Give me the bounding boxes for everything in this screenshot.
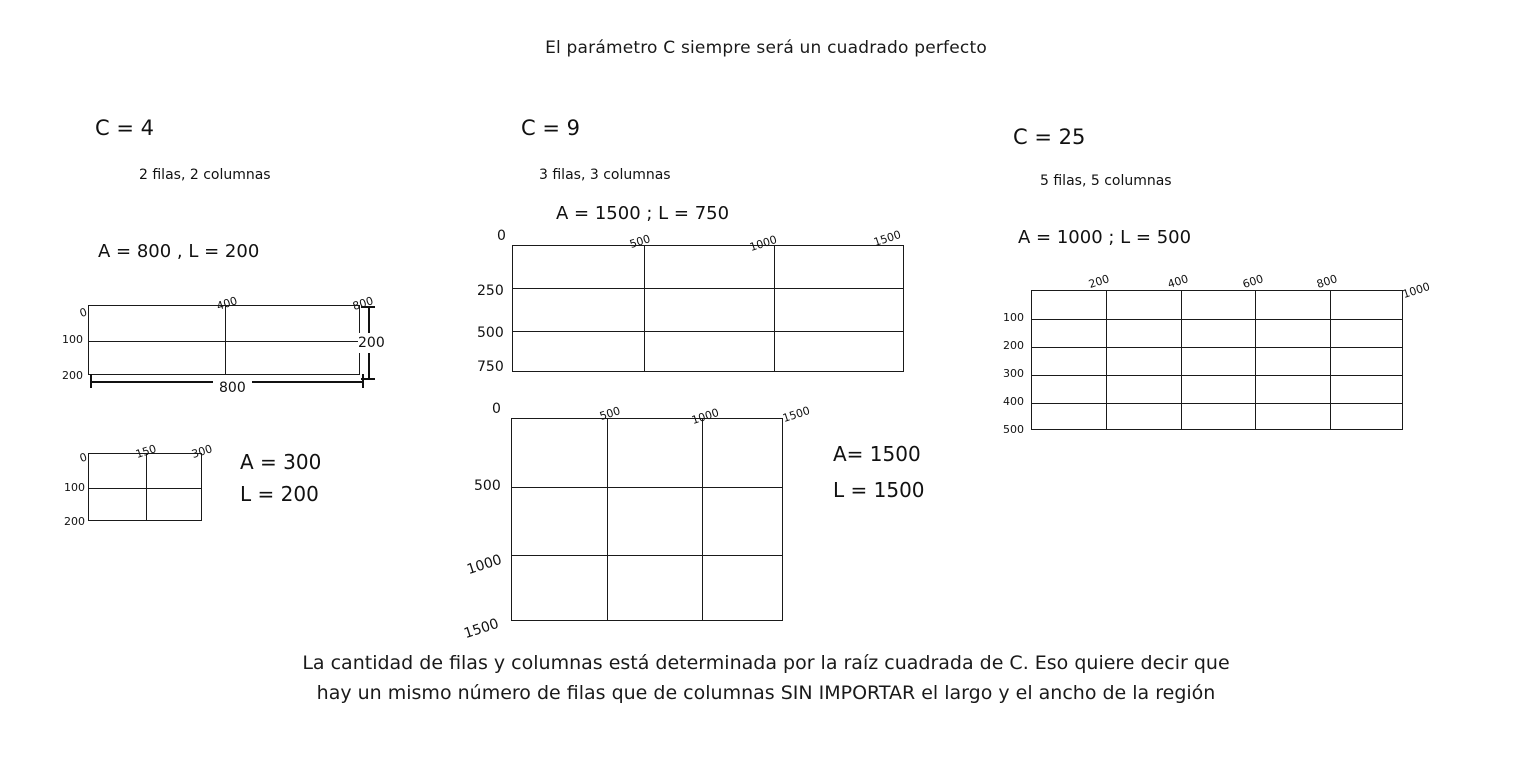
example-3-fig-1-left-tick-0: 100 xyxy=(1003,311,1024,324)
example-3-c-label: C = 25 xyxy=(1013,125,1086,149)
example-1-fig-2-top-tick-0: 0 xyxy=(77,450,89,465)
example-1-fig-2-left-tick-0: 100 xyxy=(64,481,85,494)
example-2-fig-2-left-tick-0: 500 xyxy=(474,478,501,494)
example-1-height-label: 200 xyxy=(358,335,385,351)
example-3-fig-1-left-tick-3: 400 xyxy=(1003,395,1024,408)
grid-line-horizontal xyxy=(513,288,903,289)
example-3-fig-1-left-tick-1: 200 xyxy=(1003,339,1024,352)
example-2-c-label: C = 9 xyxy=(521,116,580,140)
example-3-fig-1-top-tick-1: 400 xyxy=(1165,272,1190,291)
grid-line-vertical xyxy=(607,419,608,620)
grid-line-vertical xyxy=(1330,291,1331,429)
example-3-fig-1-top-tick-2: 600 xyxy=(1240,272,1265,291)
example-1-width-label: 800 xyxy=(213,380,252,396)
example-2-fig-1-left-tick-0: 250 xyxy=(477,283,504,299)
example-3-rows-cols: 5 filas, 5 columnas xyxy=(1040,173,1172,189)
example-2-rows-cols: 3 filas, 3 columnas xyxy=(539,167,671,183)
example-1-fig-2-grid xyxy=(88,453,202,521)
measure-cap xyxy=(362,374,364,388)
grid-line-vertical xyxy=(1181,291,1182,429)
example-2-fig-1-al-label: A = 1500 ; L = 750 xyxy=(556,203,730,224)
page-title: El parámetro C siempre será un cuadrado perfecto xyxy=(545,38,987,58)
example-1-fig-1-left-tick-0: 100 xyxy=(62,333,83,346)
example-1-fig-2-a-label: A = 300 xyxy=(240,450,322,474)
example-1-fig-2-l-label: L = 200 xyxy=(240,482,319,506)
example-1-fig-1-top-tick-1: 400 xyxy=(214,294,239,313)
example-1-fig-1-top-tick-0: 0 xyxy=(77,305,89,320)
measure-cap xyxy=(361,306,375,308)
grid-line-horizontal xyxy=(512,555,782,556)
example-2-fig-2-left-tick-1: 1000 xyxy=(465,551,504,578)
example-1-fig-2-top-tick-2: 300 xyxy=(189,442,214,461)
example-2-fig-1-top-tick-0: 0 xyxy=(497,228,506,244)
grid-line-horizontal xyxy=(89,341,359,342)
example-2-fig-1-top-tick-1: 500 xyxy=(627,232,652,251)
grid-line-vertical xyxy=(225,306,226,374)
example-2-fig-2-top-tick-0: 0 xyxy=(492,401,501,417)
example-1-c-label: C = 4 xyxy=(95,116,154,140)
example-3-fig-1-al-label: A = 1000 ; L = 500 xyxy=(1018,227,1192,248)
example-3-fig-1-top-tick-0: 200 xyxy=(1086,272,1111,291)
example-2-fig-2-a-label: A= 1500 xyxy=(833,442,921,466)
caption-line-2: hay un mismo número de filas que de columnas SIN IMPORTAR el largo y el ancho de la región xyxy=(316,682,1216,704)
grid-line-vertical xyxy=(1255,291,1256,429)
example-1-fig-1-grid xyxy=(88,305,360,375)
example-3-fig-1-top-tick-4: 1000 xyxy=(1400,279,1432,301)
grid-line-vertical xyxy=(702,419,703,620)
example-3-fig-1-top-tick-3: 800 xyxy=(1314,272,1339,291)
example-2-fig-2-grid xyxy=(511,418,783,621)
example-3-fig-1-left-tick-2: 300 xyxy=(1003,367,1024,380)
example-1-fig-1-top-tick-2: 800 xyxy=(350,294,375,313)
example-1-fig-1-left-tick-1: 200 xyxy=(62,369,83,382)
measure-cap xyxy=(90,374,92,388)
example-2-fig-2-left-tick-2: 1500 xyxy=(462,615,501,642)
grid-line-horizontal xyxy=(1032,375,1402,376)
example-3-fig-1-grid xyxy=(1031,290,1403,430)
example-1-fig-2-top-tick-1: 150 xyxy=(133,442,158,461)
caption-line-1: La cantidad de filas y columnas está determinada por la raíz cuadrada de C. Eso quiere decir que xyxy=(302,652,1230,674)
example-2-fig-1-top-tick-2: 1000 xyxy=(747,232,779,254)
example-2-fig-1-grid xyxy=(512,245,904,372)
example-2-fig-1-top-tick-3: 1500 xyxy=(871,227,903,249)
grid-line-horizontal xyxy=(89,488,201,489)
example-1-fig-2-left-tick-1: 200 xyxy=(64,515,85,528)
grid-line-vertical xyxy=(1106,291,1107,429)
example-2-fig-2-top-tick-1: 500 xyxy=(597,404,622,423)
example-1-rows-cols: 2 filas, 2 columnas xyxy=(139,167,271,183)
example-2-fig-2-top-tick-3: 1500 xyxy=(780,403,812,425)
measure-cap xyxy=(361,378,375,380)
grid-line-horizontal xyxy=(513,331,903,332)
grid-line-horizontal xyxy=(1032,403,1402,404)
example-1-fig-1-al-label: A = 800 , L = 200 xyxy=(98,241,260,262)
example-2-fig-2-l-label: L = 1500 xyxy=(833,478,925,502)
grid-line-vertical xyxy=(644,246,645,371)
grid-line-horizontal xyxy=(1032,319,1402,320)
example-2-fig-2-top-tick-2: 1000 xyxy=(689,405,721,427)
grid-line-vertical xyxy=(146,454,147,520)
grid-line-horizontal xyxy=(512,487,782,488)
grid-line-horizontal xyxy=(1032,347,1402,348)
example-2-fig-1-left-tick-2: 750 xyxy=(477,359,504,375)
example-3-fig-1-left-tick-4: 500 xyxy=(1003,423,1024,436)
grid-line-vertical xyxy=(774,246,775,371)
example-2-fig-1-left-tick-1: 500 xyxy=(477,325,504,341)
